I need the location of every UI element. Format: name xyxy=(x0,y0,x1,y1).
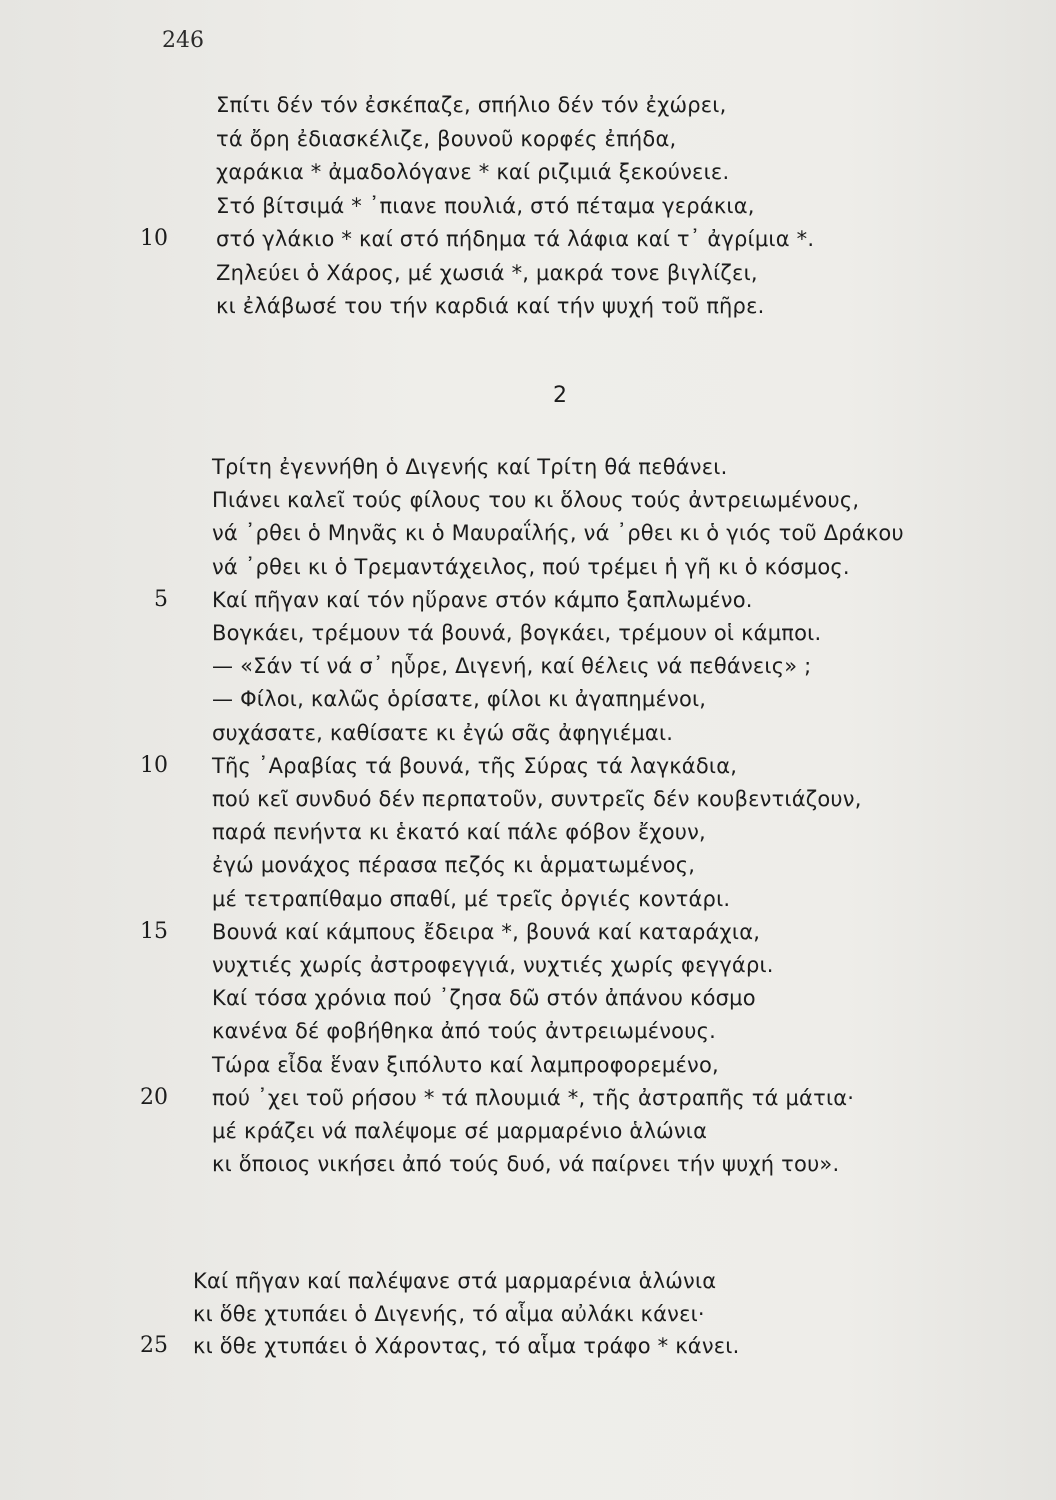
verse-line xyxy=(0,222,1056,256)
verse-line xyxy=(0,1147,1056,1181)
verse-line xyxy=(0,649,1056,683)
section-number: 2 xyxy=(553,383,567,408)
verse-text: νά ᾽ρθει κι ὁ Τρεμαντάχειλος, πού τρέμει ἡ γῆ κι ὁ κόσμος. xyxy=(212,554,850,579)
verse-line xyxy=(0,981,1056,1015)
verse-line xyxy=(0,1048,1056,1082)
verse-text: τά ὄρη ἐδιασκέλιζε, βουνοῦ κορφές ἐπήδα, xyxy=(216,126,677,151)
verse-text: Τώρα εἶδα ἕναν ξιπόλυτο καί λαμπροφορεμένο, xyxy=(212,1052,719,1077)
verse-line xyxy=(0,88,1056,122)
line-number: 5 xyxy=(154,586,168,612)
verse-text: νά ᾽ρθει ὁ Μηνᾶς κι ὁ Μαυραΐλής, νά ᾽ρθει κι ὁ γιός τοῦ Δράκου xyxy=(212,521,904,546)
verse-line xyxy=(0,815,1056,849)
verse-text: — Φίλοι, καλῶς ὁρίσατε, φίλοι κι ἀγαπημένοι, xyxy=(212,687,707,712)
verse-text: Καί πῆγαν καί παλέψανε στά μαρμαρένια ἁλώνια xyxy=(193,1269,717,1293)
verse-text: Πιάνει καλεῖ τούς φίλους του κι ὅλους τούς ἀντρειωμένους, xyxy=(212,488,860,513)
verse-line xyxy=(0,483,1056,517)
verse-text: κι ὅποιος νικήσει ἀπό τούς δυό, νά παίρνει τήν ψυχή του». xyxy=(212,1152,840,1177)
verse-text: μέ τετραπίθαμο σπαθί, μέ τρεῖς ὀργιές κοντάρι. xyxy=(212,886,731,911)
verse-line xyxy=(0,256,1056,290)
verse-text: παρά πενήντα κι ἑκατό καί πάλε φόβον ἔχουν, xyxy=(212,820,706,845)
verse-text: κι ὅθε χτυπάει ὁ Διγενής, τό αἷμα αὐλάκι κάνει· xyxy=(193,1301,705,1326)
verse-text: χαράκια * ἀμαδολόγανε * καί ριζιμιά ξεκούνειε. xyxy=(216,160,730,184)
verse-line xyxy=(0,848,1056,882)
verse-line xyxy=(0,716,1056,750)
verse-text: στό γλάκιο * καί στό πήδημα τά λάφια καί τ᾽ ἀγρίμια *. xyxy=(216,227,815,251)
verse-line xyxy=(0,915,1056,949)
verse-text: Βογκάει, τρέμουν τά βουνά, βογκάει, τρέμουν οἱ κάμποι. xyxy=(212,621,822,645)
verse-line xyxy=(0,948,1056,982)
verse-text: μέ κράζει νά παλέψομε σέ μαρμαρένιο ἁλώνια xyxy=(212,1119,708,1143)
verse-line xyxy=(0,782,1056,816)
verse-line xyxy=(0,1264,1056,1298)
verse-text: κι ὅθε χτυπάει ὁ Χάροντας, τό αἷμα τράφο * κάνει. xyxy=(193,1334,740,1358)
verse-text: Ζηλεύει ὁ Χάρος, μέ χωσιά *, μακρά τονε βιγλίζει, xyxy=(216,260,758,285)
line-number: 15 xyxy=(140,918,168,944)
verse-text: — «Σάν τί νά σ᾽ ηὗρε, Διγενή, καί θέλεις νά πεθάνεις» ; xyxy=(212,654,812,679)
verse-line xyxy=(0,155,1056,189)
line-number: 10 xyxy=(140,752,168,778)
line-number: 10 xyxy=(140,226,168,251)
line-number: 25 xyxy=(140,1333,168,1358)
verse-text: Στό βίτσιμά * ᾽πιανε πουλιά, στό πέταμα γεράκια, xyxy=(216,193,755,218)
verse-line xyxy=(0,616,1056,650)
verse-text: Καί τόσα χρόνια πού ᾽ζησα δῶ στόν ἀπάνου κόσμο xyxy=(212,986,756,1011)
verse-text: πού κεῖ συνδυό δέν περπατοῦν, συντρεῖς δέν κουβεντιάζουν, xyxy=(212,787,862,811)
verse-line xyxy=(0,749,1056,783)
verse-line xyxy=(0,1329,1056,1363)
verse-line xyxy=(0,1014,1056,1048)
verse-text: Καί πῆγαν καί τόν ηὕρανε στόν κάμπο ξαπλωμένο. xyxy=(212,587,753,612)
verse-text: Τρίτη ἐγεννήθη ὁ Διγενής καί Τρίτη θά πεθάνει. xyxy=(212,455,728,479)
verse-text: Βουνά καί κάμπους ἔδειρα *, βουνά καί καταράχια, xyxy=(212,919,761,944)
verse-line xyxy=(0,450,1056,484)
verse-line xyxy=(0,122,1056,156)
verse-text: ἐγώ μονάχος πέρασα πεζός κι ἁρματωμένος, xyxy=(212,853,696,878)
verse-line xyxy=(0,550,1056,584)
verse-line xyxy=(0,583,1056,617)
verse-line xyxy=(0,289,1056,323)
verse-line xyxy=(0,682,1056,716)
page-number: 246 xyxy=(162,28,204,53)
verse-line xyxy=(0,882,1056,916)
verse-text: κανένα δέ φοβήθηκα ἀπό τούς ἀντρειωμένους. xyxy=(212,1019,716,1044)
verse-line xyxy=(0,1114,1056,1148)
verse-text: νυχτιές χωρίς ἀστροφεγγιά, νυχτιές χωρίς φεγγάρι. xyxy=(212,953,774,977)
verse-line xyxy=(0,1081,1056,1115)
line-number: 20 xyxy=(140,1084,168,1110)
verse-text: Σπίτι δέν τόν ἐσκέπαζε, σπήλιο δέν τόν ἐχώρει, xyxy=(216,93,727,117)
verse-text: πού ᾽χει τοῦ ρήσου * τά πλουμιά *, τῆς ἀστραπῆς τά μάτια· xyxy=(212,1085,855,1110)
verse-text: συχάσατε, καθίσατε κι ἐγώ σᾶς ἀφηγιέμαι. xyxy=(212,720,674,745)
verse-line xyxy=(0,189,1056,223)
verse-text: κι ἐλάβωσέ του τήν καρδιά καί τήν ψυχή τοῦ πῆρε. xyxy=(216,294,765,318)
verse-line xyxy=(0,1297,1056,1331)
verse-line xyxy=(0,516,1056,550)
verse-text: Τῆς ᾽Αραβίας τά βουνά, τῆς Σύρας τά λαγκάδια, xyxy=(212,753,738,778)
